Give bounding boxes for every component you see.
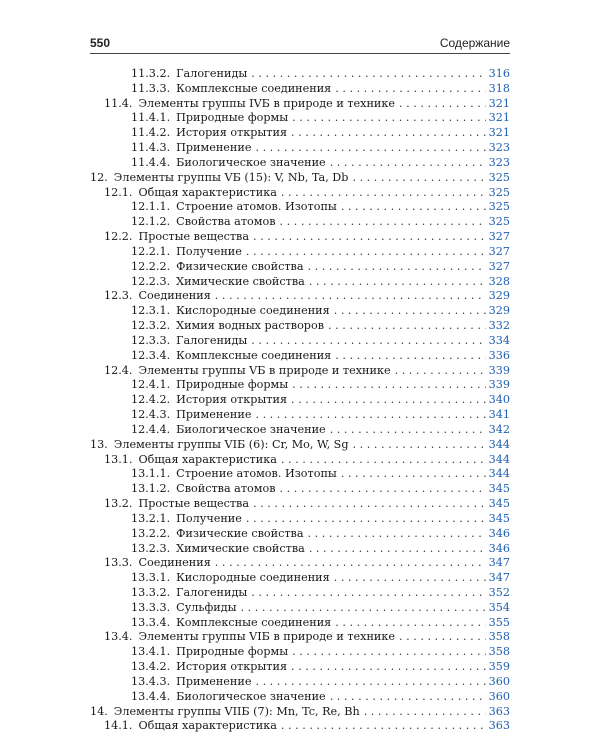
toc-entry-title: Элементы группы IVБ в природе и технике [138,96,395,110]
toc-entry-title: Элементы группы VIБ в природе и технике [138,630,395,644]
toc-entry[interactable] [0,260,510,275]
toc-page-link[interactable]: 332 [488,319,510,333]
toc-entry[interactable] [0,601,510,616]
toc-page-link[interactable]: 341 [488,408,510,422]
toc-entry[interactable] [0,586,510,601]
toc-entry[interactable] [0,645,510,660]
toc-leader-dots [255,675,486,690]
toc-leader-dots [251,586,486,601]
toc-entry[interactable] [0,215,510,230]
toc-page-link[interactable]: 339 [488,363,510,377]
toc-entry-number: 12.1.1. [131,200,171,214]
toc-entry-number: 13.3.4. [131,615,171,629]
toc-entry[interactable] [0,556,510,571]
toc-entry-title: Кислородные соединения [176,571,330,585]
toc-leader-dots [280,482,486,497]
toc-entry-title: Строение атомов. Изотопы [176,467,337,481]
toc-page-link[interactable]: 344 [488,452,510,466]
toc-leader-dots [364,705,486,720]
toc-leader-dots [255,408,486,423]
toc-entry-title: Элементы группы VIБ (6): Cr, Mo, W, Sg [113,437,349,451]
toc-page-link[interactable]: 327 [488,244,510,258]
toc-entry-title: Строение атомов. Изотопы [176,200,337,214]
toc-entry-number: 12.3.3. [131,333,171,347]
toc-page-link[interactable]: 321 [488,111,510,125]
toc-leader-dots [246,245,486,260]
toc-entry[interactable] [0,111,510,126]
toc-page-link[interactable]: 344 [488,437,510,451]
toc-entry[interactable] [0,200,510,215]
toc-entry[interactable] [0,349,510,364]
toc-page-link[interactable]: 346 [488,526,510,540]
toc-page-link[interactable]: 355 [488,615,510,629]
toc-entry-title: Элементы группы VБ (15): V, Nb, Ta, Db [113,170,349,184]
toc-entry[interactable] [0,423,510,438]
toc-entry-title: Свойства атомов [176,215,276,229]
toc-entry-number: 12.1. [104,185,133,199]
toc-leader-dots [330,423,486,438]
toc-entry-title: Получение [176,511,242,525]
toc-leader-dots [395,364,486,379]
toc-entry-title: Получение [176,244,242,258]
toc-entry[interactable] [0,527,510,542]
toc-entry-number: 11.3.2. [131,67,171,80]
toc-page-link[interactable]: 336 [488,348,510,362]
toc-entry-title: Галогениды [176,585,248,599]
toc-leader-dots [399,630,486,645]
toc-leader-dots [308,260,486,275]
toc-page-link[interactable]: 340 [488,393,510,407]
toc-entry-title: Природные формы [176,111,289,125]
toc-entry-title: Биологическое значение [176,155,326,169]
toc-entry[interactable] [0,97,510,112]
toc-entry[interactable] [0,497,510,512]
toc-leader-dots [291,393,486,408]
toc-page-link[interactable]: 327 [488,230,510,244]
toc-entry-number: 13.2.2. [131,526,171,540]
toc-entry-number: 13.4.3. [131,674,171,688]
toc-leader-dots [281,719,486,734]
toc-entry-title: Галогениды [176,67,248,80]
toc-entry[interactable] [0,705,510,720]
toc-page-link[interactable]: 325 [488,215,510,229]
toc-entry[interactable] [0,364,510,379]
table-of-contents [0,67,600,734]
toc-entry-number: 12. [90,170,108,184]
toc-page-link[interactable]: 323 [488,155,510,169]
toc-leader-dots [280,215,486,230]
toc-entry-number: 11.4. [104,96,133,110]
toc-entry-title: Элементы группы VБ в природе и технике [138,363,391,377]
toc-entry-title: Простые вещества [138,230,250,244]
toc-page-link[interactable]: 344 [488,467,510,481]
toc-page-link[interactable]: 346 [488,541,510,555]
running-header [90,36,510,52]
toc-leader-dots [335,349,486,364]
toc-entry-title: Общая характеристика [138,185,277,199]
toc-entry[interactable] [0,512,510,527]
toc-entry[interactable] [0,334,510,349]
toc-page-link[interactable]: 363 [488,719,510,733]
toc-entry[interactable] [0,186,510,201]
toc-page-link[interactable]: 342 [488,422,510,436]
toc-entry-number: 13.2.1. [131,511,171,525]
toc-entry[interactable] [0,393,510,408]
toc-entry-title: Комплексные соединения [176,615,332,629]
toc-entry-title: Природные формы [176,378,289,392]
toc-entry-number: 14. [90,704,108,718]
toc-entry-number: 13.1. [104,452,133,466]
toc-entry-number: 12.3. [104,289,133,303]
toc-entry-title: Физические свойства [176,526,304,540]
toc-entry-title: Простые вещества [138,497,250,511]
toc-entry-title: Применение [176,141,252,155]
toc-page-link[interactable]: 358 [488,630,510,644]
toc-entry[interactable] [0,319,510,334]
toc-entry-number: 12.4.3. [131,408,171,422]
toc-entry-title: Применение [176,408,252,422]
toc-leader-dots [292,378,486,393]
toc-leader-dots [292,645,486,660]
toc-entry-number: 13.4.1. [131,645,171,659]
toc-entry[interactable] [0,82,510,97]
toc-leader-dots [246,512,486,527]
toc-page-link[interactable]: 339 [488,378,510,392]
toc-leader-dots [255,141,486,156]
toc-entry-number: 13.4.2. [131,660,171,674]
toc-entry-number: 13. [90,437,108,451]
toc-entry[interactable] [0,171,510,186]
toc-leader-dots [253,497,486,512]
toc-entry-number: 13.3.1. [131,571,171,585]
toc-entry-number: 12.1.2. [131,215,171,229]
toc-leader-dots [399,97,486,112]
toc-page-link[interactable]: 316 [488,67,510,80]
toc-entry[interactable] [0,616,510,631]
toc-page-link[interactable]: 328 [488,274,510,288]
toc-entry[interactable] [0,630,510,645]
toc-entry[interactable] [0,467,510,482]
header-divider [90,53,510,54]
toc-page-link[interactable]: 329 [488,289,510,303]
toc-entry-number: 11.4.2. [131,126,171,140]
toc-leader-dots [334,304,486,319]
toc-entry[interactable] [0,438,510,453]
toc-page-link[interactable]: 325 [488,185,510,199]
toc-leader-dots [335,616,486,631]
toc-leader-dots [241,601,487,616]
toc-entry-number: 12.4. [104,363,133,377]
toc-entry-number: 12.4.4. [131,422,171,436]
toc-entry-number: 13.2. [104,497,133,511]
toc-entry-title: История открытия [176,393,288,407]
toc-entry-title: Соединения [138,289,211,303]
toc-entry-title: История открытия [176,660,288,674]
toc-leader-dots [281,186,486,201]
toc-entry[interactable] [0,126,510,141]
toc-entry[interactable] [0,230,510,245]
toc-entry[interactable] [0,675,510,690]
toc-leader-dots [328,319,486,334]
toc-entry-title: Природные формы [176,645,289,659]
toc-entry[interactable] [0,690,510,705]
toc-entry-number: 13.2.3. [131,541,171,555]
toc-entry-number: 12.3.4. [131,348,171,362]
toc-entry[interactable] [0,245,510,260]
toc-entry-title: Свойства атомов [176,482,276,496]
toc-entry-title: Комплексные соединения [176,348,332,362]
toc-leader-dots [251,334,486,349]
toc-page-link[interactable]: 334 [488,333,510,347]
toc-page-link[interactable]: 345 [488,482,510,496]
toc-entry[interactable] [0,542,510,557]
toc-entry-number: 13.3.3. [131,600,171,614]
toc-entry-number: 13.3.2. [131,585,171,599]
toc-leader-dots [291,660,486,675]
toc-entry-number: 13.1.2. [131,482,171,496]
toc-entry-title: Сульфиды [176,600,237,614]
toc-entry-title: Биологическое значение [176,689,326,703]
toc-leader-dots [308,527,486,542]
toc-leader-dots [334,571,486,586]
toc-leader-dots [215,556,486,571]
toc-leader-dots [309,542,486,557]
toc-entry-title: Химия водных растворов [176,319,324,333]
toc-entry-title: Химические свойства [176,274,305,288]
toc-entry-title: Физические свойства [176,259,304,273]
toc-entry-number: 13.1.1. [131,467,171,481]
toc-entry[interactable] [0,482,510,497]
toc-entry-title: Комплексные соединения [176,81,332,95]
toc-entry-title: Химические свойства [176,541,305,555]
toc-leader-dots [253,230,486,245]
toc-entry-number: 12.3.2. [131,319,171,333]
toc-entry[interactable] [0,571,510,586]
toc-entry[interactable] [0,156,510,171]
toc-leader-dots [341,467,486,482]
toc-page-link[interactable]: 345 [488,511,510,525]
toc-entry[interactable] [0,408,510,423]
toc-page-link[interactable]: 345 [488,497,510,511]
toc-leader-dots [291,126,486,141]
toc-entry[interactable] [0,289,510,304]
toc-page-link[interactable]: 325 [488,200,510,214]
toc-entry-number: 13.4. [104,630,133,644]
toc-entry[interactable] [0,378,510,393]
toc-leader-dots [215,289,486,304]
toc-leader-dots [341,200,486,215]
toc-page-link[interactable]: 327 [488,259,510,273]
toc-page-link[interactable]: 321 [488,126,510,140]
toc-page-link[interactable]: 329 [488,304,510,318]
toc-entry-title: История открытия [176,126,288,140]
toc-entry-number: 12.2.3. [131,274,171,288]
toc-entry[interactable] [0,67,510,82]
section-title: Содержание [439,36,510,50]
toc-leader-dots [251,67,486,82]
toc-entry-number: 12.4.2. [131,393,171,407]
toc-leader-dots [330,156,486,171]
toc-page-link[interactable]: 321 [488,96,510,110]
toc-entry[interactable] [0,275,510,290]
toc-leader-dots [292,111,486,126]
toc-entry-title: Кислородные соединения [176,304,330,318]
toc-page-link[interactable]: 360 [488,689,510,703]
toc-entry-title: Элементы группы VIIБ (7): Mn, Tc, Re, Bh [113,704,360,718]
toc-entry-title: Галогениды [176,333,248,347]
toc-entry-number: 12.4.1. [131,378,171,392]
toc-entry-title: Применение [176,674,252,688]
toc-page-link[interactable]: 325 [488,170,510,184]
toc-leader-dots [352,171,486,186]
toc-entry-number: 13.4.4. [131,689,171,703]
toc-page-link[interactable]: 363 [488,704,510,718]
toc-leader-dots [330,690,486,705]
toc-entry-number: 14.1. [104,719,133,733]
toc-page-link[interactable]: 359 [488,660,510,674]
toc-entry-number: 11.4.1. [131,111,171,125]
toc-page-link[interactable]: 347 [488,571,510,585]
toc-leader-dots [335,82,486,97]
toc-page-link[interactable]: 352 [488,585,510,599]
toc-entry-number: 12.3.1. [131,304,171,318]
toc-entry[interactable] [0,304,510,319]
toc-entry-title: Соединения [138,556,211,570]
toc-entry-number: 12.2. [104,230,133,244]
toc-entry-number: 12.2.1. [131,244,171,258]
toc-leader-dots [281,453,486,468]
toc-entry-title: Общая характеристика [138,452,277,466]
toc-page-link[interactable]: 354 [488,600,510,614]
toc-entry-title: Общая характеристика [138,719,277,733]
toc-entry[interactable] [0,719,510,734]
toc-entry-number: 12.2.2. [131,259,171,273]
toc-entry[interactable] [0,453,510,468]
toc-entry-number: 13.3. [104,556,133,570]
toc-leader-dots [309,275,486,290]
toc-page-link[interactable]: 323 [488,141,510,155]
toc-page-link[interactable]: 318 [488,81,510,95]
toc-entry[interactable] [0,660,510,675]
toc-page-link[interactable]: 360 [488,674,510,688]
toc-entry-number: 11.4.3. [131,141,171,155]
toc-entry-number: 11.3.3. [131,81,171,95]
toc-entry[interactable] [0,141,510,156]
toc-entry-title: Биологическое значение [176,422,326,436]
page-number: 550 [90,36,111,50]
toc-leader-dots [353,438,486,453]
toc-entry-number: 11.4.4. [131,155,171,169]
toc-page-link[interactable]: 358 [488,645,510,659]
toc-page-link[interactable]: 347 [488,556,510,570]
